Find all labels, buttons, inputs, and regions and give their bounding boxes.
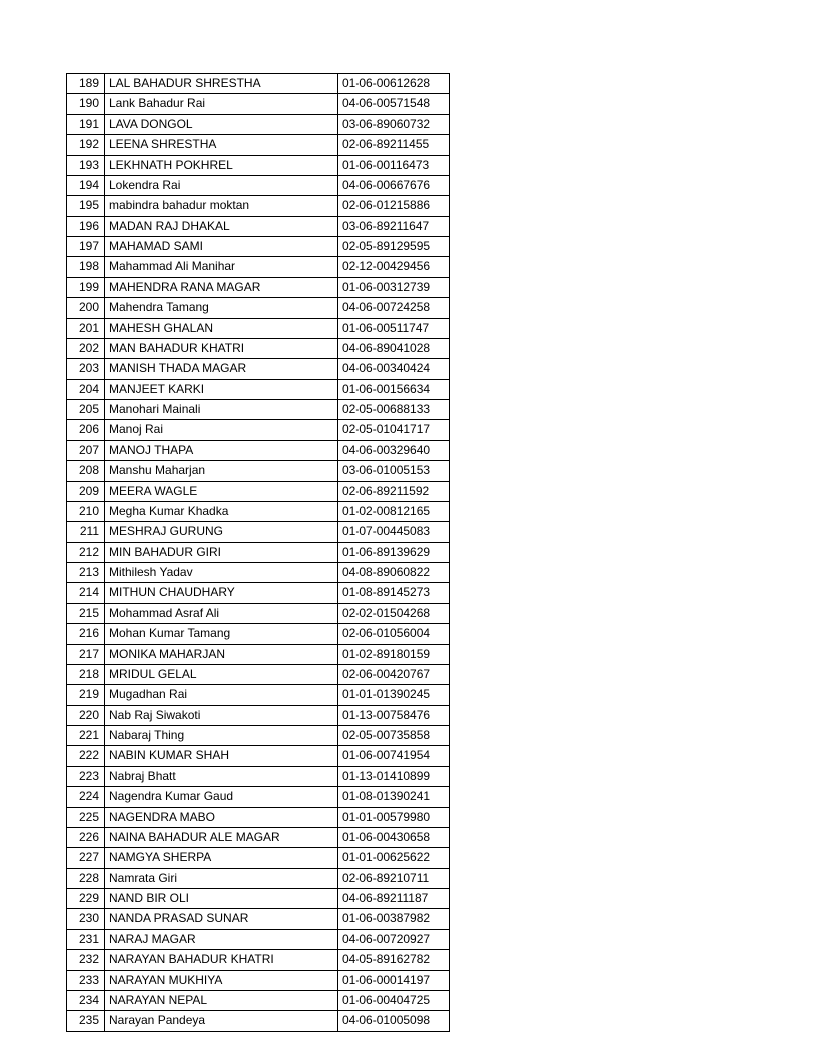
- id-number-cell: 02-05-00688133: [338, 400, 450, 420]
- table-row: [67, 237, 450, 257]
- table-row: [67, 74, 450, 94]
- row-number-cell: 217: [67, 644, 105, 664]
- id-number-cell: 01-01-01390245: [338, 685, 450, 705]
- row-number-cell: 214: [67, 583, 105, 603]
- table-row: [67, 868, 450, 888]
- name-cell: NAMGYA SHERPA: [105, 848, 338, 868]
- table-row: [67, 685, 450, 705]
- table-row: [67, 420, 450, 440]
- row-number-cell: 203: [67, 359, 105, 379]
- id-number-cell: 01-02-89180159: [338, 644, 450, 664]
- row-number-cell: 218: [67, 664, 105, 684]
- id-number-cell: 01-01-00579980: [338, 807, 450, 827]
- row-number-cell: 229: [67, 889, 105, 909]
- row-number-cell: 208: [67, 461, 105, 481]
- id-number-cell: 01-06-00430658: [338, 827, 450, 847]
- name-cell: NARAYAN BAHADUR KHATRI: [105, 950, 338, 970]
- name-cell: Manohari Mainali: [105, 400, 338, 420]
- id-number-cell: 01-06-00014197: [338, 970, 450, 990]
- table-row: [67, 196, 450, 216]
- table-row: [67, 705, 450, 725]
- id-number-cell: 02-12-00429456: [338, 257, 450, 277]
- name-cell: LEENA SHRESTHA: [105, 135, 338, 155]
- id-number-cell: 02-06-01215886: [338, 196, 450, 216]
- table-row: [67, 461, 450, 481]
- name-cell: Manoj Rai: [105, 420, 338, 440]
- row-number-cell: 220: [67, 705, 105, 725]
- id-number-cell: 01-08-89145273: [338, 583, 450, 603]
- name-cell: Mithilesh Yadav: [105, 563, 338, 583]
- row-number-cell: 219: [67, 685, 105, 705]
- table-row: [67, 889, 450, 909]
- row-number-cell: 210: [67, 501, 105, 521]
- row-number-cell: 192: [67, 135, 105, 155]
- name-cell: MADAN RAJ DHAKAL: [105, 216, 338, 236]
- name-cell: Mugadhan Rai: [105, 685, 338, 705]
- id-number-cell: 03-06-89060732: [338, 114, 450, 134]
- table-row: [67, 827, 450, 847]
- name-cell: MONIKA MAHARJAN: [105, 644, 338, 664]
- row-number-cell: 190: [67, 94, 105, 114]
- id-number-cell: 01-13-01410899: [338, 766, 450, 786]
- id-number-cell: 02-05-00735858: [338, 726, 450, 746]
- table-row: [67, 726, 450, 746]
- row-number-cell: 224: [67, 787, 105, 807]
- id-number-cell: 01-06-00116473: [338, 155, 450, 175]
- table-row: [67, 481, 450, 501]
- name-cell: MAHAMAD SAMI: [105, 237, 338, 257]
- id-number-cell: 01-06-00312739: [338, 277, 450, 297]
- table-row: [67, 379, 450, 399]
- name-cell: NABIN KUMAR SHAH: [105, 746, 338, 766]
- id-number-cell: 04-06-00724258: [338, 298, 450, 318]
- row-number-cell: 189: [67, 74, 105, 94]
- row-number-cell: 215: [67, 603, 105, 623]
- name-cell: MANJEET KARKI: [105, 379, 338, 399]
- table-row: [67, 746, 450, 766]
- id-number-cell: 04-08-89060822: [338, 563, 450, 583]
- row-number-cell: 204: [67, 379, 105, 399]
- name-cell: mabindra bahadur moktan: [105, 196, 338, 216]
- table-row: [67, 1011, 450, 1031]
- id-number-cell: 02-05-89129595: [338, 237, 450, 257]
- name-cell: MANOJ THAPA: [105, 440, 338, 460]
- name-cell: MAHESH GHALAN: [105, 318, 338, 338]
- id-number-cell: 02-02-01504268: [338, 603, 450, 623]
- table-row: [67, 522, 450, 542]
- name-cell: LAVA DONGOL: [105, 114, 338, 134]
- row-number-cell: 209: [67, 481, 105, 501]
- id-number-cell: 04-06-00329640: [338, 440, 450, 460]
- id-number-cell: 04-06-00571548: [338, 94, 450, 114]
- id-number-cell: 01-06-89139629: [338, 542, 450, 562]
- id-number-cell: 01-06-00387982: [338, 909, 450, 929]
- table-row: [67, 909, 450, 929]
- row-number-cell: 228: [67, 868, 105, 888]
- table-row: [67, 950, 450, 970]
- id-number-cell: 02-06-89210711: [338, 868, 450, 888]
- name-cell: NAGENDRA MABO: [105, 807, 338, 827]
- table-row: [67, 787, 450, 807]
- table-row: [67, 644, 450, 664]
- id-number-cell: 01-02-00812165: [338, 501, 450, 521]
- table-row: [67, 298, 450, 318]
- row-number-cell: 225: [67, 807, 105, 827]
- id-number-cell: 01-06-00511747: [338, 318, 450, 338]
- table-row: [67, 400, 450, 420]
- id-number-cell: 02-06-89211455: [338, 135, 450, 155]
- name-cell: Mahendra Tamang: [105, 298, 338, 318]
- table-row: [67, 94, 450, 114]
- row-number-cell: 201: [67, 318, 105, 338]
- table-row: [67, 990, 450, 1010]
- table-row: [67, 135, 450, 155]
- id-number-cell: 04-06-89041028: [338, 338, 450, 358]
- row-number-cell: 213: [67, 563, 105, 583]
- row-number-cell: 211: [67, 522, 105, 542]
- id-number-cell: 01-06-00404725: [338, 990, 450, 1010]
- name-cell: NARAYAN NEPAL: [105, 990, 338, 1010]
- name-cell: MRIDUL GELAL: [105, 664, 338, 684]
- id-number-cell: 03-06-01005153: [338, 461, 450, 481]
- name-cell: NAINA BAHADUR ALE MAGAR: [105, 827, 338, 847]
- table-row: [67, 359, 450, 379]
- row-number-cell: 223: [67, 766, 105, 786]
- row-number-cell: 202: [67, 338, 105, 358]
- table-row: [67, 277, 450, 297]
- name-cell: NAND BIR OLI: [105, 889, 338, 909]
- row-number-cell: 216: [67, 624, 105, 644]
- row-number-cell: 205: [67, 400, 105, 420]
- name-cell: MESHRAJ GURUNG: [105, 522, 338, 542]
- name-cell: Mahammad Ali Manihar: [105, 257, 338, 277]
- name-cell: Megha Kumar Khadka: [105, 501, 338, 521]
- table-row: [67, 929, 450, 949]
- name-cell: Nagendra Kumar Gaud: [105, 787, 338, 807]
- id-number-cell: 04-06-89211187: [338, 889, 450, 909]
- table-row: [67, 114, 450, 134]
- id-number-cell: 04-06-00667676: [338, 175, 450, 195]
- row-number-cell: 232: [67, 950, 105, 970]
- id-number-cell: 02-06-00420767: [338, 664, 450, 684]
- row-number-cell: 222: [67, 746, 105, 766]
- table-row: [67, 766, 450, 786]
- name-cell: NANDA PRASAD SUNAR: [105, 909, 338, 929]
- roster-table-body: [67, 74, 450, 1032]
- row-number-cell: 227: [67, 848, 105, 868]
- name-cell: MITHUN CHAUDHARY: [105, 583, 338, 603]
- row-number-cell: 198: [67, 257, 105, 277]
- id-number-cell: 04-06-00720927: [338, 929, 450, 949]
- roster-table: [66, 73, 450, 1032]
- name-cell: LEKHNATH POKHREL: [105, 155, 338, 175]
- id-number-cell: 03-06-89211647: [338, 216, 450, 236]
- id-number-cell: 01-06-00612628: [338, 74, 450, 94]
- name-cell: Nab Raj Siwakoti: [105, 705, 338, 725]
- row-number-cell: 195: [67, 196, 105, 216]
- name-cell: MEERA WAGLE: [105, 481, 338, 501]
- table-row: [67, 175, 450, 195]
- row-number-cell: 194: [67, 175, 105, 195]
- name-cell: Nabaraj Thing: [105, 726, 338, 746]
- row-number-cell: 231: [67, 929, 105, 949]
- row-number-cell: 226: [67, 827, 105, 847]
- table-row: [67, 216, 450, 236]
- name-cell: MAN BAHADUR KHATRI: [105, 338, 338, 358]
- table-row: [67, 257, 450, 277]
- table-row: [67, 338, 450, 358]
- name-cell: Nabraj Bhatt: [105, 766, 338, 786]
- id-number-cell: 01-06-00741954: [338, 746, 450, 766]
- table-row: [67, 563, 450, 583]
- table-row: [67, 664, 450, 684]
- name-cell: MANISH THADA MAGAR: [105, 359, 338, 379]
- table-row: [67, 440, 450, 460]
- table-row: [67, 155, 450, 175]
- id-number-cell: 01-06-00156634: [338, 379, 450, 399]
- name-cell: Lank Bahadur Rai: [105, 94, 338, 114]
- id-number-cell: 01-08-01390241: [338, 787, 450, 807]
- row-number-cell: 235: [67, 1011, 105, 1031]
- row-number-cell: 207: [67, 440, 105, 460]
- row-number-cell: 212: [67, 542, 105, 562]
- row-number-cell: 197: [67, 237, 105, 257]
- table-row: [67, 848, 450, 868]
- name-cell: Lokendra Rai: [105, 175, 338, 195]
- name-cell: MIN BAHADUR GIRI: [105, 542, 338, 562]
- name-cell: Mohan Kumar Tamang: [105, 624, 338, 644]
- name-cell: NARAYAN MUKHIYA: [105, 970, 338, 990]
- name-cell: LAL BAHADUR SHRESTHA: [105, 74, 338, 94]
- id-number-cell: 01-01-00625622: [338, 848, 450, 868]
- row-number-cell: 193: [67, 155, 105, 175]
- id-number-cell: 01-07-00445083: [338, 522, 450, 542]
- id-number-cell: 04-06-00340424: [338, 359, 450, 379]
- row-number-cell: 230: [67, 909, 105, 929]
- row-number-cell: 199: [67, 277, 105, 297]
- name-cell: MAHENDRA RANA MAGAR: [105, 277, 338, 297]
- name-cell: Namrata Giri: [105, 868, 338, 888]
- table-row: [67, 624, 450, 644]
- table-row: [67, 542, 450, 562]
- row-number-cell: 206: [67, 420, 105, 440]
- name-cell: Mohammad Asraf Ali: [105, 603, 338, 623]
- row-number-cell: 191: [67, 114, 105, 134]
- table-row: [67, 603, 450, 623]
- table-row: [67, 807, 450, 827]
- row-number-cell: 196: [67, 216, 105, 236]
- row-number-cell: 233: [67, 970, 105, 990]
- id-number-cell: 02-05-01041717: [338, 420, 450, 440]
- table-row: [67, 501, 450, 521]
- row-number-cell: 221: [67, 726, 105, 746]
- name-cell: Narayan Pandeya: [105, 1011, 338, 1031]
- table-row: [67, 583, 450, 603]
- table-row: [67, 318, 450, 338]
- row-number-cell: 200: [67, 298, 105, 318]
- id-number-cell: 04-06-01005098: [338, 1011, 450, 1031]
- name-cell: NARAJ MAGAR: [105, 929, 338, 949]
- table-row: [67, 970, 450, 990]
- name-cell: Manshu Maharjan: [105, 461, 338, 481]
- id-number-cell: 01-13-00758476: [338, 705, 450, 725]
- id-number-cell: 04-05-89162782: [338, 950, 450, 970]
- id-number-cell: 02-06-89211592: [338, 481, 450, 501]
- row-number-cell: 234: [67, 990, 105, 1010]
- id-number-cell: 02-06-01056004: [338, 624, 450, 644]
